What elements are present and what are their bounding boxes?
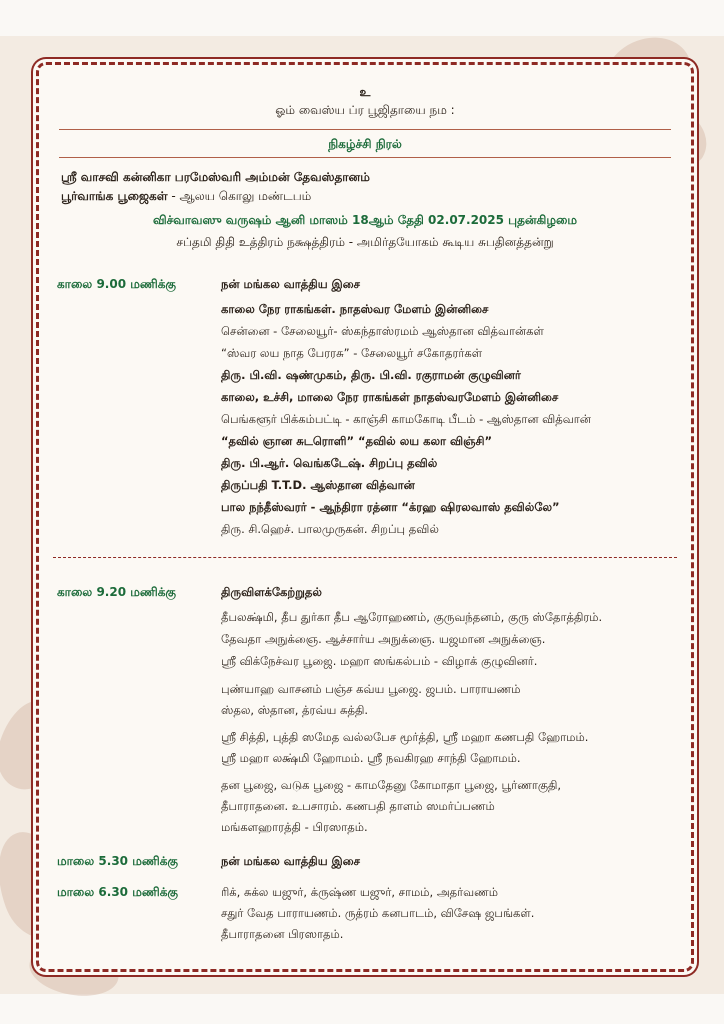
- schedule-line: காலை நேர ராகங்கள். நாதஸ்வர மேளம் இன்னிசை: [221, 302, 489, 316]
- divider-line: [59, 129, 671, 130]
- time-label: மாலை 6.30 மணிக்கு: [57, 885, 178, 899]
- schedule-line: பால நந்தீஸ்வரர் - ஆந்திரா ரத்னா “க்ரஹ ஷிரலவாஸ் தவில்லே”: [221, 500, 560, 514]
- schedule-line: ரிக், சுக்ல யஜுர், க்ருஷ்ண யஜுர், சாமம், அதர்வணம்: [221, 885, 499, 899]
- schedule-line: “ஸ்வர லய நாத பேரரசு” - சேலையூர் சகோதரர்கள்: [221, 346, 483, 360]
- schedule-line: காலை, உச்சி, மாலை நேர ராகங்கள் நாதஸ்வரமேளம் இன்னிசை: [221, 390, 559, 404]
- schedule-line: தேவதா அநுக்ஞை. ஆச்சார்ய அநுக்ஞை. யஜமான அநுக்ஞை.: [221, 632, 546, 646]
- schedule-line: சதுர் வேத பாராயணம். ருத்ரம் கனபாடம், விசேஷ ஜபங்கள்.: [221, 906, 535, 920]
- invitation-card: [36, 62, 694, 972]
- tithi-line: சப்தமி திதி உத்திரம் நக்ஷத்திரம் - அமிர்தயோகம் கூடிய சுபதினத்தன்று: [176, 235, 554, 249]
- time-label: காலை 9.20 மணிக்கு: [57, 585, 176, 599]
- schedule-line: திரு. பி.ஆர். வெங்கடேஷ். சிறப்பு தவில்: [221, 456, 438, 470]
- section-divider: [53, 557, 677, 558]
- top-margin: [0, 0, 724, 36]
- schedule-line: தீபாராதனை பிரஸாதம்.: [221, 927, 344, 941]
- section-heading: நன் மங்கல வாத்திய இசை: [221, 854, 360, 868]
- bottom-margin: [0, 994, 724, 1024]
- schedule-line: பெங்களூர் பிக்கம்பட்டி - காஞ்சி காமகோடி பீடம் - ஆஸ்தான வித்வான்: [221, 412, 591, 426]
- schedule-line: ஸ்ரீ மஹா லக்ஷ்மி ஹோமம். ஸ்ரீ நவகிரஹ சாந்தி ஹோமம்.: [221, 751, 521, 765]
- puja-venue: - ஆலய கொலு மண்டபம்: [167, 189, 312, 203]
- schedule-line: ஸ்ரீ விக்நேச்வர பூஜை. மஹா ஸங்கல்பம் - விழாக் குழுவினர்.: [221, 654, 538, 668]
- temple-name: ஸ்ரீ வாசவி கன்னிகா பரமேஸ்வரி அம்மன் தேவஸ்தானம்: [61, 170, 370, 184]
- schedule-line: தன பூஜை, வடுக பூஜை - காமதேனு கோமாதா பூஜை, பூர்ணாகுதி,: [221, 778, 562, 792]
- divider-line: [59, 157, 671, 158]
- section-heading: நன் மங்கல வாத்திய இசை: [221, 277, 360, 291]
- puja-label: பூர்வாங்க பூஜைகள்: [61, 189, 168, 203]
- schedule-line: தீபாராதனை. உபசாரம். கணபதி தாளம் ஸமர்ப்பணம்: [221, 799, 495, 813]
- om-symbol: உ: [359, 85, 371, 99]
- schedule-line: திரு. சி.ஹெச். பாலமுருகன். சிறப்பு தவில்: [221, 522, 439, 536]
- puja-venue-line: [61, 189, 311, 205]
- schedule-line: “தவில் ஞான சுடரொளி” “தவில் லய கலா விஞ்சி”: [221, 434, 493, 448]
- date-line: விச்வாவஸு வருஷம் ஆனி மாஸம் 18ஆம் தேதி 02.07.2025 புதன்கிழமை: [152, 213, 578, 227]
- section-heading: திருவிளக்கேற்றுதல்: [221, 585, 322, 599]
- schedule-line: ஸ்தல, ஸ்தான, த்ரவ்ய சுத்தி.: [221, 703, 369, 717]
- program-title: நிகழ்ச்சி நிரல்: [328, 137, 402, 151]
- invocation-line: ஓம் வைஸ்ய ப்ர பூஜிதாயை நம :: [275, 103, 455, 117]
- schedule-line: திரு. பி.வி. ஷண்முகம், திரு. பி.வி. ரகுராமன் குழுவினர்: [221, 368, 521, 382]
- schedule-line: திருப்பதி T.T.D. ஆஸ்தான வித்வான்: [221, 478, 415, 492]
- schedule-line: தீபலக்ஷ்மி, தீப துர்கா தீப ஆரோஹணம், குருவந்தனம், குரு ஸ்தோத்திரம்.: [221, 610, 603, 624]
- time-label: காலை 9.00 மணிக்கு: [57, 277, 176, 291]
- time-label: மாலை 5.30 மணிக்கு: [57, 854, 178, 868]
- schedule-line: மங்களஹாரத்தி - பிரஸாதம்.: [221, 820, 368, 834]
- schedule-line: சென்னை - சேலையூர்- ஸ்கந்தாஸ்ரமம் ஆஸ்தான வித்வான்கள்: [221, 324, 544, 338]
- schedule-line: ஸ்ரீ சித்தி, புத்தி ஸமேத வல்லபேச மூர்த்தி, ஸ்ரீ மஹா கணபதி ஹோமம்.: [221, 730, 589, 744]
- schedule-line: புண்யாஹ வாசனம் பஞ்ச கவ்ய பூஜை. ஜபம். பாராயணம்: [221, 682, 521, 696]
